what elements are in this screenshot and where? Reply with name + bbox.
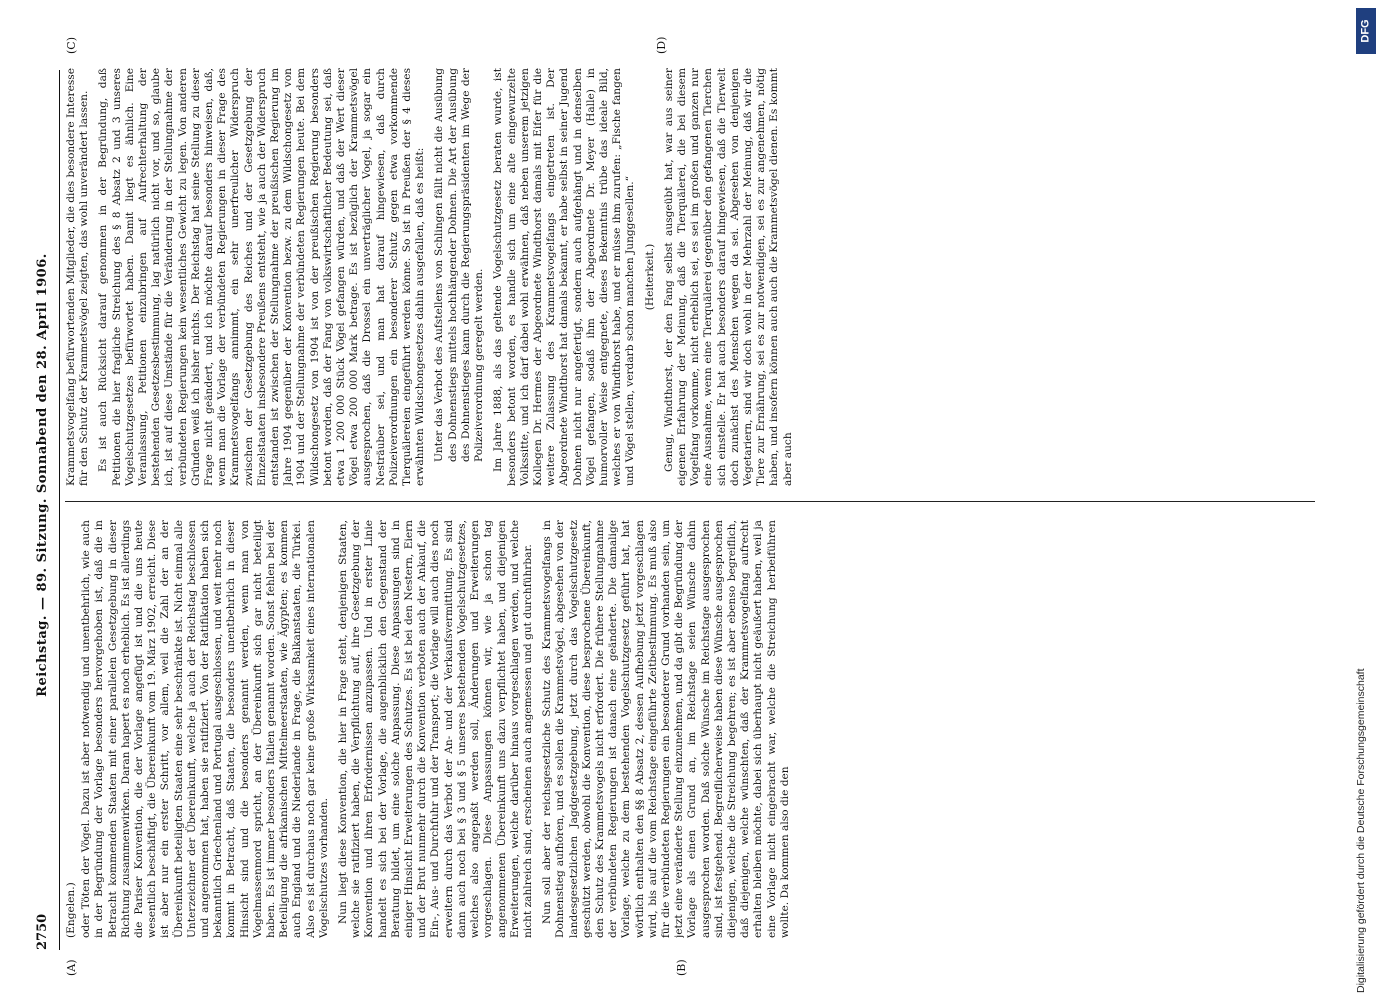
quoted-law-text: Unter das Verbot des Aufstellens von Schlingen fällt nicht die Ausübung des Dohnenstiegs mittels hochhängender Dohnen. Die Art der Ausübung des Dohnenstieges kann durch die Regierungspräsidenten im Wege der Polizeiverordnung geregelt werden. bbox=[433, 68, 486, 462]
paragraph: Krammetsvogelfang befürwortenden Mitglieder, die dies besondere Interesse für den Schutz der Krammetsvögel zeigten, das wohl unverändert lassen. bbox=[65, 68, 91, 486]
interjection: (Heiterkeit.) bbox=[643, 243, 656, 311]
margin-letter-a: (A) bbox=[65, 959, 78, 976]
page-number: 2750 bbox=[35, 913, 50, 950]
dfg-logo bbox=[1356, 8, 1376, 54]
right-column bbox=[65, 68, 1315, 486]
paragraph: Im Jahre 1888, als das geltende Vogelschutzgesetz beraten wurde, ist besonders betont worden, es handle sich um eine alte eingewurzelte Volkssitte, und ich darf dabei wohl erwähnen, daß neben unserem jetzigen Kollegen Dr. Hermes der Abgeordnete Windthorst damals mit Eifer für die weitere Zulassung des Krammetsvogelfangs eingetreten ist. Der Abgeordnete Windthorst hat damals bekannt, er habe selbst in seiner Jugend Dohnen nicht nur angefertigt, sondern auch aufgehängt und in denselben Vögel gefangen, sodaß ihm der Abgeordnete Dr. Meyer (Halle) in humorvoller Weise entgegnete, dieses Bekenntnis trübe das ideale Bild, welches er von Windthorst habe, und er müsse ihm zurufen: „Fische fangen und Vögel stellen, verdarb schon manchen Junggesellen.“ bbox=[492, 68, 637, 486]
column-divider bbox=[65, 501, 1315, 502]
speaker-label: (Engelen.) bbox=[65, 882, 77, 938]
left-column bbox=[65, 520, 1315, 938]
margin-letter-b: (B) bbox=[675, 959, 688, 976]
margin-letter-d: (D) bbox=[655, 36, 668, 54]
dfg-logo-text: DFG bbox=[1360, 19, 1373, 43]
digitization-credit bbox=[1355, 8, 1377, 993]
header-rule bbox=[59, 70, 60, 950]
running-head bbox=[35, 70, 57, 950]
paragraph: oder Töten der Vögel. Dazu ist aber notwendig und unentbehrlich, wie auch in der Begründung der Vorlage besonders hervorgehoben ist, daß die in Betracht kommenden Staaten mit einer parallelen Gesetzgebung in dieser Richtung zusammenwirken. Daran hapert es noch erheblich. Es ist allerdings die Pariser Konvention, die der Vorlage angefügt ist und die uns heute wesentlich beschäftigt, die Übereinkunft vom 19. März 1902, erreicht. Diese ist aber nur ein erster Schritt, vor allem, weil die Zahl der an der Übereinkunft beteiligten Staaten eine sehr beschränkte ist. Nicht einmal alle Unterzeichner der Übereinkunft, welche ja auch der Reichstag beschlossen und angenommen hat, haben sie ratifiziert. Von der Ratifikation haben sich bekanntlich Griechenland und Portugal ausgeschlossen, und weit mehr noch kommt in Betracht, daß Staaten, die besonders unentbehrlich in dieser Hinsicht sind und die besonders genannt werden, wenn man von Vogelmassenmord spricht, an der Übereinkunft sich gar nicht beteiligt haben. Es ist immer besonders Italien genannt worden. Sonst fehlen bei der Beteiligung die afrikanischen Mittelmeerstaaten, wie Ägypten; es kommen auch England und die Niederlande in Frage, die Balkanstaaten, die Türkei. Also es ist durchaus noch gar keine große Wirksamkeit eines internationalen Vogelschutzes vorhanden. bbox=[80, 520, 330, 938]
margin-letter-c: (C) bbox=[65, 37, 78, 54]
paragraph: Genug, Windthorst, der den Fang selbst ausgeübt hat, war aus seiner eigenen Erfahrung der Meinung, daß die Tierquälerei, die bei diesem Vogelfang vorkomme, nicht erheblich sei, es sei im großen und ganzen nur eine Ausnahme, wenn eine Tierquälerei gegenüber den gefangenen Tierchen sich einstelle. Er hat auch besonders darauf hingewiesen, daß die Tierwelt doch zunächst des Menschen wegen da sei. Abgesehen von denjenigen Vegetariern, sind wir doch wohl in der Mehrzahl der Meinung, daß wir die Tiere zur Ernährung, sei es zur notwendigen, sei es zur angenehmen, nötig haben, und insofern können auch auch die Krammetsvögel dienen. Es kommt aber auch bbox=[662, 68, 794, 486]
paragraph: Nun liegt diese Konvention, die hier in Frage steht, denjenigen Staaten, welche sie ratifiziert haben, die Verpflichtung auf, ihre Gesetzgebung der Konvention und ihren Erfordernissen anzupassen. Und in erster Linie handelt es sich bei der Vorlage, die augenblicklich den Gegenstand der Beratung bildet, um eine solche Anpassung. Diese Anpassungen sind in einiger Hinsicht Erweiterungen des Schutzes. Es ist bei den Nestern, Eiern und der Brut nunmehr durch die Konvention verboten auch der Ankauf, die Ein-, Aus- und Durchfuhr und der Transport; die Vorlage will auch dies noch erweitern durch das Verbot der An- und der Verkaufsvermittlung. Es sind dann auch noch bei § 3 und § 5 unseres bestehenden Vogelschutzgesetzes, welches also angepaßt werden soll, Änderungen und Erweiterungen vorgeschlagen. Diese Anpassungen können wir, wie ja schon tag angenommenen Übereinkunft uns dazu verpflichtet haben, und diejenigen Erweiterungen, welche darüber hinaus vorgeschlagen werden, und welche nicht zahlreich sind, erscheinen auch angemessen und gut durchführbar. bbox=[337, 520, 534, 938]
paragraph: Es ist auch Rücksicht darauf genommen in der Begründung, daß Petitionen die hier fragliche Streichung des § 8 Absatz 2 und 3 unseres Vogelschutzgesetzes befürwortet haben. Damit liegt es ähnlich. Eine Veranlassung, Petitionen einzubringen auf Aufrechterhaltung der bestehenden Gesetzesbestimmung, lag natürlich nicht vor, und so, glaube ich, ist auf diese Umstände für die Veränderung in der Stellungnahme der verbündeten Regierungen kein wesentliches Gewicht zu legen. Von anderen Gründen weiß ich bisher nichts. Der Reichstag hat seine Stellung zu dieser Frage nicht geändert, und ich möchte darauf besonders hinweisen, daß, wenn man die Vorlage der verbündeten Regierungen in dieser Frage des Krammetsvogelfangs annimmt, ein sehr unerfreulicher Widerspruch zwischen der Gesetzgebung des Reiches und der Gesetzgebung der Einzelstaaten insbesondere Preußens entsteht, wie ja auch der Widerspruch entstanden ist zwischen der Stellungnahme der preußischen Regierung im Jahre 1904 gegenüber der Konvention bezw. zu dem Wildschongesetz von 1904 und der Stellungnahme der verbündeten Regierungen heute. Bei dem Wildschongesetz von 1904 ist von der preußischen Regierung besonders betont worden, daß der Fang von volkswirtschaftlicher Bedeutung sei, daß etwa 1 200 000 Stück Vögel gefangen würden, und daß der Wert dieser Vögel etwa 200 000 Mark betrage. Es ist bezüglich der Krammetsvögel ausgesprochen, daß die Drossel ein unverträglicher Vogel, ja sogar ein Nesträuber sei, und man hat darauf hingewiesen, daß durch Polizeiverordnungen ein besonderer Schutz gegen etwa vorkommende Tierquälereien eingeführt werden könne. So ist in Preußen der § 4 dieses erwähnten Wildschongesetzes dahin ausgefallen, daß es heißt: bbox=[97, 68, 427, 486]
running-title: Reichstag. — 89. Sitzung. Sonnabend den 28. April 1906. bbox=[35, 253, 50, 697]
printed-page-rotated bbox=[35, 36, 1325, 976]
paragraph: Nun soll aber der reichsgesetzliche Schutz des Krammetsvogelfangs in Dohnenstieg aufhören, und es sollen die Krammetsvögel, abgesehen von der landesgesetzlichen Jagdgesetzgebung, jetzt durch das Vogelschutzgesetz geschützt werden, obwohl die Konvention, diese besprochene Übereinkunft, den Schutz des Krammetsvogels nicht erfordert. Die frühere Stellungnahme der verbündeten Regierungen ist danach eine geänderte. Die damalige Vorlage, welche zu dem bestehenden Vogelschutzgesetz geführt hat, hat wörtlich enthalten den §§ 8 Absatz 2, dessen Aufhebung jetzt vorgeschlagen wird, bis auf die vom Reichstage eingeführte Zeitbestimmung. Es muß also für die verbündeten Regierungen ein besonderer Grund vorhanden sein, um jetzt eine veränderte Stellung einzunehmen, und da gibt die Begründung der Vorlage als einen Grund an, im Reichstage seien Wünsche dahin ausgesprochen worden. Daß solche Wünsche im Reichstage ausgesprochen sind, ist festgehend. Begreiflicherweise haben diese Wünsche ausgesprochen diejenigen, welche die Streichung begehren; es ist aber ebenso begreiflich, daß diejenigen, welche wünschten, daß der Krammetsvogelfang aufrecht erhalten bleiben möchte, dabei sich überhaupt nicht geäußert haben, weil ja eine Vorlage nicht eingebracht war, welche die Streichung herbeiführen wollte. Da kommen also die den bbox=[541, 520, 791, 938]
credit-text: Digitalisierung gefördert durch die Deutsche Forschungsgemeinschaft bbox=[1355, 668, 1367, 993]
